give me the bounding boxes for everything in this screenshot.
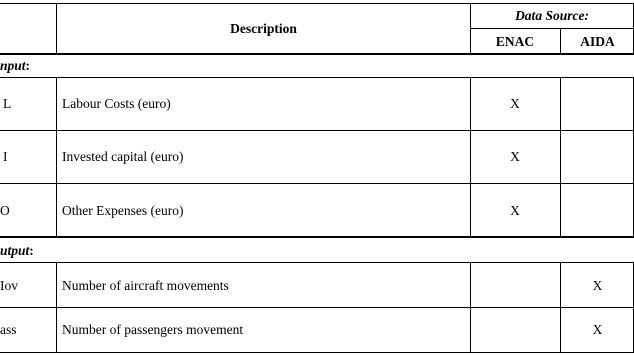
header-description: Description (230, 21, 297, 36)
row-description: Invested capital (euro) (62, 149, 184, 164)
row-code: I (3, 149, 8, 164)
row-code: Iov (0, 278, 18, 293)
rule-row (0, 130, 634, 131)
rule-row (0, 307, 634, 308)
rule-row (0, 183, 634, 184)
row-code: L (3, 96, 12, 111)
col-rule-enac (560, 262, 561, 353)
row-enac-mark: X (510, 203, 520, 218)
rule-header-bottom (0, 53, 634, 55)
row-enac-mark: X (510, 96, 520, 111)
col-rule-desc (470, 262, 471, 353)
col-rule-enac (560, 77, 561, 237)
header-source-aida: AIDA (580, 34, 615, 49)
rule-source-split (470, 28, 634, 29)
rule-output-section (0, 262, 634, 263)
row-code: O (0, 203, 10, 218)
row-description: Number of aircraft movements (62, 278, 229, 293)
rule-bottom (0, 352, 634, 353)
row-description: Labour Costs (euro) (62, 96, 171, 111)
rule-top (0, 3, 634, 4)
row-description: Number of passengers movement (62, 322, 244, 337)
header-data-source: Data Source: (515, 8, 589, 23)
header-source-enac: ENAC (495, 34, 535, 49)
section-title-output: utput: (0, 243, 34, 258)
section-title-input: nput: (0, 58, 31, 73)
row-aida-mark: X (592, 278, 603, 293)
row-aida-mark: X (592, 322, 603, 337)
row-description: Other Expenses (euro) (62, 203, 184, 218)
rule-input-section (0, 77, 634, 78)
row-enac-mark: X (510, 149, 520, 164)
col-rule-code (56, 262, 57, 353)
rule-output-top (0, 236, 634, 238)
row-code: ass (0, 322, 17, 337)
col-rule-code (56, 77, 57, 237)
